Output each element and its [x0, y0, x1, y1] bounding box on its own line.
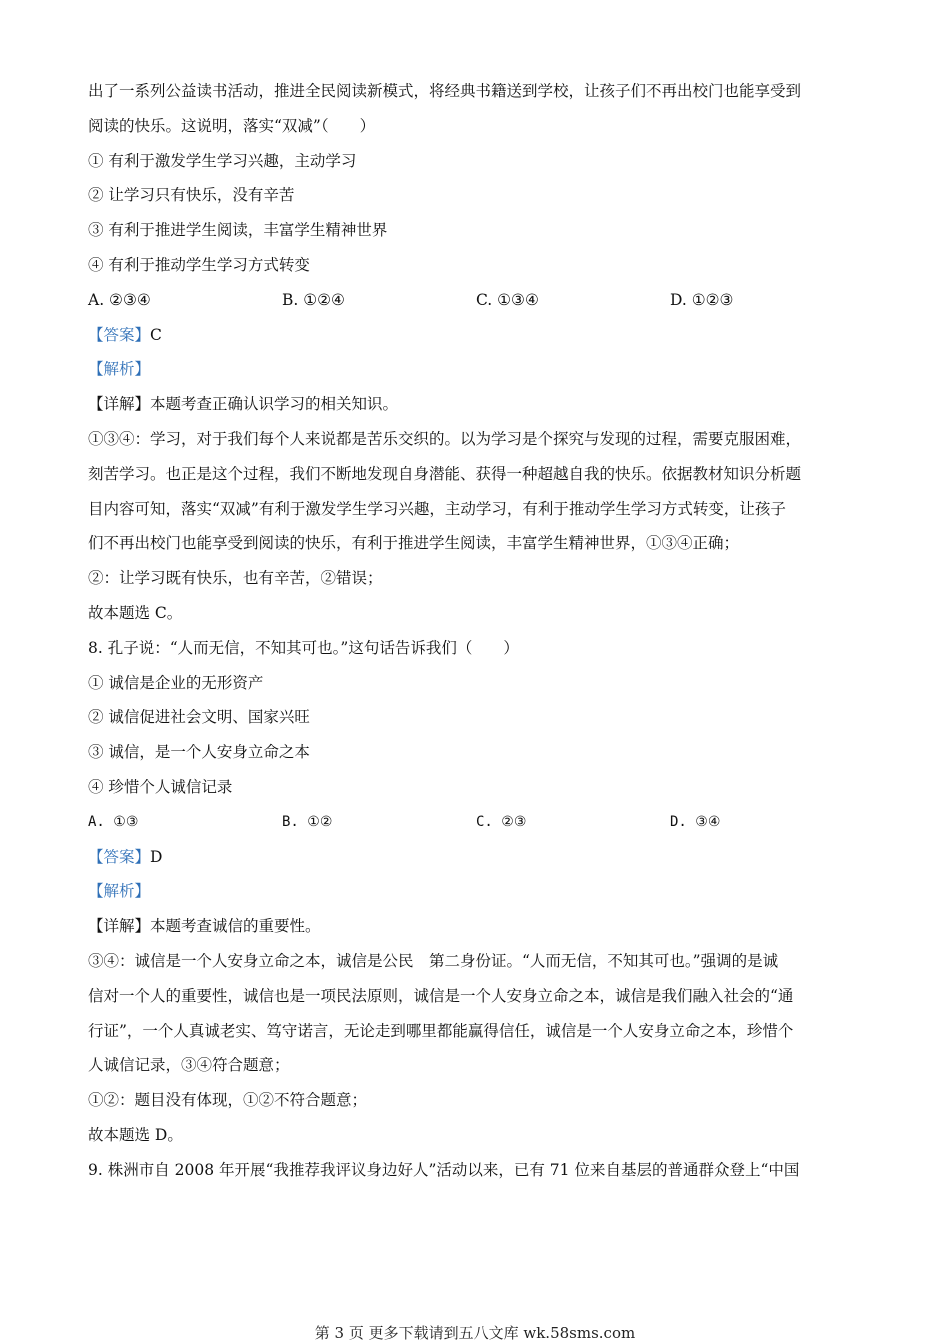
q8-statement-1: ① 诚信是企业的无形资产: [88, 673, 264, 692]
q7-option-a: A. ②③④: [88, 290, 151, 309]
q8-stem: 8. 孔子说：“人而无信，不知其可也。”这句话告诉我们（ ）: [88, 638, 519, 657]
q7-option-c: C. ①③④: [476, 290, 539, 309]
q7-detail-7: 故本题选 C。: [88, 603, 183, 622]
q7-detail-6: ②：让学习既有快乐，也有辛苦，②错误；: [88, 569, 383, 588]
q7-statement-3: ③ 有利于推进学生阅读，丰富学生精神世界: [88, 221, 388, 240]
q7-option-b: B. ①②④: [282, 290, 345, 309]
q8-answer-line: [88, 844, 868, 879]
q7-answer-tag: 【答案】: [88, 325, 151, 344]
q7-detail-1: 【详解】本题考查正确认识学习的相关知识。: [88, 395, 399, 414]
q7-stem-line-1: 出了一系列公益读书活动，推进全民阅读新模式，将经典书籍送到学校，让孩子们不再出校门也能享受到: [88, 82, 802, 100]
q8-statement-2: ② 诚信促进社会文明、国家兴旺: [88, 708, 310, 727]
q7-answer: C: [150, 325, 162, 344]
q8-statement-3: ③ 诚信，是一个人安身立命之本: [88, 743, 310, 762]
q8-detail-5: 人诚信记录，③④符合题意；: [88, 1056, 290, 1075]
q7-detail-5: 们不再出校门也能享受到阅读的快乐，有利于推进学生阅读，丰富学生精神世界，①③④正确；: [88, 534, 740, 553]
q8-statement-4: ④ 珍惜个人诚信记录: [88, 777, 233, 796]
q7-detail-3: 刻苦学习。也正是这个过程，我们不断地发现自身潜能、获得一种超越自我的快乐。依据教材知识分析题: [88, 464, 802, 483]
q7-statement-2: ② 让学习只有快乐，没有辛苦: [88, 186, 295, 205]
q8-detail-2: ③④：诚信是一个人安身立命之本，诚信是公民 第二身份证。“人而无信，不知其可也。”强调的是诚: [88, 951, 779, 970]
q8-detail-6: ①②：题目没有体现，①②不符合题意；: [88, 1091, 368, 1110]
q8-option-d: D. ③④: [670, 813, 721, 830]
q7-answer-line: [88, 322, 868, 357]
document-page: [88, 78, 868, 1192]
q7-detail-2: ①③④：学习，对于我们每个人来说都是苦乐交织的。以为学习是个探究与发现的过程，需要克服困难，: [88, 429, 802, 448]
q7-option-d: D. ①②③: [670, 290, 734, 309]
q8-detail-1: 【详解】本题考查诚信的重要性。: [88, 917, 321, 936]
q8-detail-4: 行证”，一个人真诚老实、笃守诺言，无论走到哪里都能赢得信任，诚信是一个人安身立命之本，珍惜个: [88, 1021, 794, 1040]
page-footer: 第 3 页 更多下载请到五八文库 wk.58sms.com: [314, 1324, 636, 1342]
q7-analysis-tag: 【解析】: [88, 360, 151, 379]
q7-options: [88, 287, 868, 322]
q8-options: [88, 809, 868, 844]
q7-statement-4: ④ 有利于推动学生学习方式转变: [88, 255, 310, 274]
q8-answer: D: [150, 847, 163, 866]
q8-detail-7: 故本题选 D。: [88, 1125, 183, 1144]
q8-option-a: A. ①③: [88, 813, 139, 830]
q8-detail-3: 信对一个人的重要性，诚信也是一项民法原则，诚信是一个人安身立命之本，诚信是我们融入社会的“通: [88, 986, 794, 1005]
q8-option-c: C. ②③: [476, 813, 527, 830]
q8-option-b: B. ①②: [282, 813, 333, 830]
q7-statement-1: ① 有利于激发学生学习兴趣，主动学习: [88, 151, 357, 170]
q8-answer-tag: 【答案】: [88, 847, 151, 866]
q7-detail-4: 目内容可知，落实“双减”有利于激发学生学习兴趣，主动学习，有利于推动学生学习方式转变，让孩子: [88, 499, 786, 518]
q8-analysis-tag: 【解析】: [88, 882, 151, 901]
q7-stem-line-2: 阅读的快乐。这说明，落实“双减”（ ）: [88, 116, 376, 135]
q9-stem: 9. 株洲市自 2008 年开展“我推荐我评议身边好人”活动以来，已有 71 位来自基层的普通群众登上“中国: [88, 1160, 800, 1179]
